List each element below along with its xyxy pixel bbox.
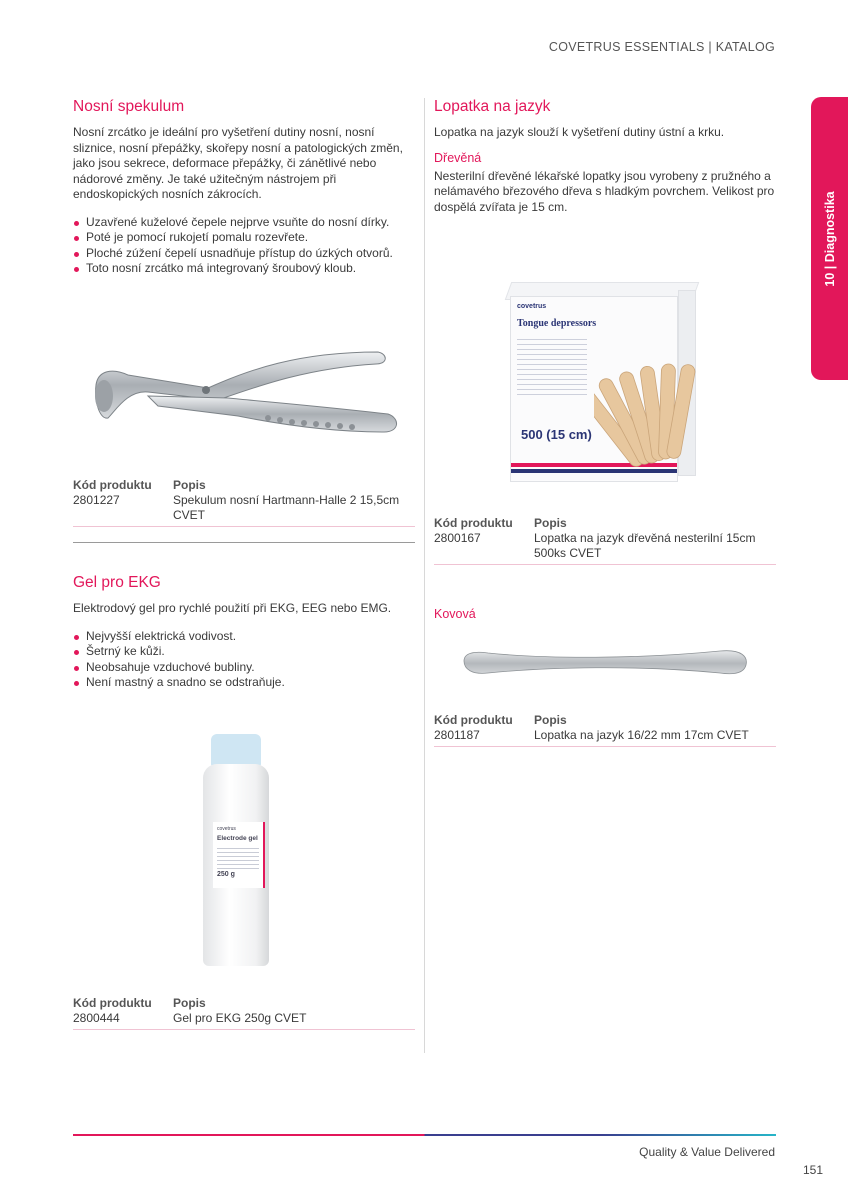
section-tab[interactable] [811, 97, 848, 380]
box-count: 500 (15 cm) [521, 427, 592, 442]
section-title: Lopatka na jazyk [434, 98, 551, 115]
ekg-gel-section [73, 574, 415, 691]
subsection-description-wood: Nesterilní dřevěné lékařské lopatky jsou vyrobeny z pružného a nelámavého březového dřeva s hladkým povrchem. Velikost pro dospělá zvířata je 15 cm. [434, 168, 775, 214]
bottle-cap [211, 734, 261, 766]
feature-list [73, 629, 415, 691]
left-column [73, 98, 415, 277]
metal-tongue-depressor-image [458, 645, 750, 681]
column-header-description: Popis [173, 996, 206, 1010]
ekg-gel-bottle-image [203, 734, 269, 966]
label-title: Electrode gel [217, 835, 258, 842]
table-row [73, 1011, 415, 1026]
product-table-nasal [73, 478, 415, 527]
subsection-title-metal: Kovová [434, 607, 476, 621]
list-item: Šetrný ke kůži. [73, 644, 415, 660]
label-brand: covetrus [217, 826, 236, 832]
product-code: 2801227 [73, 493, 120, 507]
table-row [434, 531, 776, 561]
section-description: Lopatka na jazyk slouží k vyšetření dutiny ústní a krku. [434, 125, 725, 139]
list-item: Poté je pomocí rukojetí pomalu rozevřete. [73, 230, 415, 246]
catalog-header: COVETRUS ESSENTIALS | KATALOG [548, 40, 775, 54]
column-header-description: Popis [534, 713, 567, 727]
label-size: 250 g [217, 871, 235, 878]
product-table-wood [434, 516, 776, 565]
product-description: Gel pro EKG 250g CVET [173, 1011, 307, 1025]
wooden-sticks [594, 360, 698, 478]
list-item: Neobsahuje vzduchové bubliny. [73, 660, 415, 676]
bottle-label [213, 822, 265, 888]
product-description: Lopatka na jazyk dřevěná nesterilní 15cm 500ks CVET [534, 531, 756, 560]
page-number: 151 [802, 1163, 823, 1177]
column-header-description: Popis [534, 516, 567, 530]
section-divider [73, 542, 415, 543]
list-item: Není mastný a snadno se odstraňuje. [73, 675, 415, 691]
nasal-speculum-section [73, 98, 415, 277]
product-code: 2800444 [73, 1011, 120, 1025]
product-code: 2801187 [434, 728, 480, 742]
column-divider [424, 98, 425, 1053]
section-description: Elektrodový gel pro rychlé použití při EKG, EEG nebo EMG. [73, 601, 392, 615]
section-title: Nosní spekulum [73, 98, 185, 115]
column-header-code: Kód produktu [73, 996, 152, 1010]
section-tab-label: 10 | Diagnostika [822, 190, 837, 287]
product-table-ekg [73, 996, 415, 1030]
footer-divider [73, 1134, 776, 1136]
section-description: Nosní zrcátko je ideální pro vyšetření dutiny nosní, nosní sliznice, nosní přepážky, skořepy nosní a patologických změn, jako jsou sekrece, deformace přepážky, či zánětlivé nebo nádorové změny. Je také užitečným nástrojem při endoskopických nosních zákrocích. [73, 125, 403, 201]
tongue-depressor-box-image [500, 282, 700, 492]
column-header-description: Popis [173, 478, 206, 492]
product-description: Spekulum nosní Hartmann-Halle 2 15,5cm CVET [173, 493, 400, 522]
product-code: 2800167 [434, 531, 481, 545]
list-item: Toto nosní zrcátko má integrovaný šroubový kloub. [73, 261, 415, 277]
column-header-code: Kód produktu [434, 713, 513, 727]
column-header-code: Kód produktu [434, 516, 513, 530]
table-row [434, 728, 776, 743]
nasal-speculum-image [88, 340, 408, 440]
footer-tagline: Quality & Value Delivered [639, 1145, 775, 1159]
right-column [434, 98, 776, 215]
list-item: Nejvyšší elektrická vodivost. [73, 629, 415, 645]
list-item: Ploché zúžení čepelí usnadňuje přístup do úzkých otvorů. [73, 246, 415, 262]
product-table-metal [434, 713, 776, 747]
product-description: Lopatka na jazyk 16/22 mm 17cm CVET [534, 728, 749, 742]
section-title: Gel pro EKG [73, 574, 161, 591]
subsection-title-wood: Dřevěná [434, 150, 482, 165]
list-item: Uzavřené kuželové čepele nejprve vsuňte do nosní dírky. [73, 215, 415, 231]
tongue-depressor-section [434, 98, 776, 215]
column-header-code: Kód produktu [73, 478, 152, 492]
feature-list [73, 215, 415, 277]
box-title: Tongue depressors [517, 318, 597, 329]
table-row [73, 493, 415, 523]
box-brand: covetrus [517, 303, 547, 310]
